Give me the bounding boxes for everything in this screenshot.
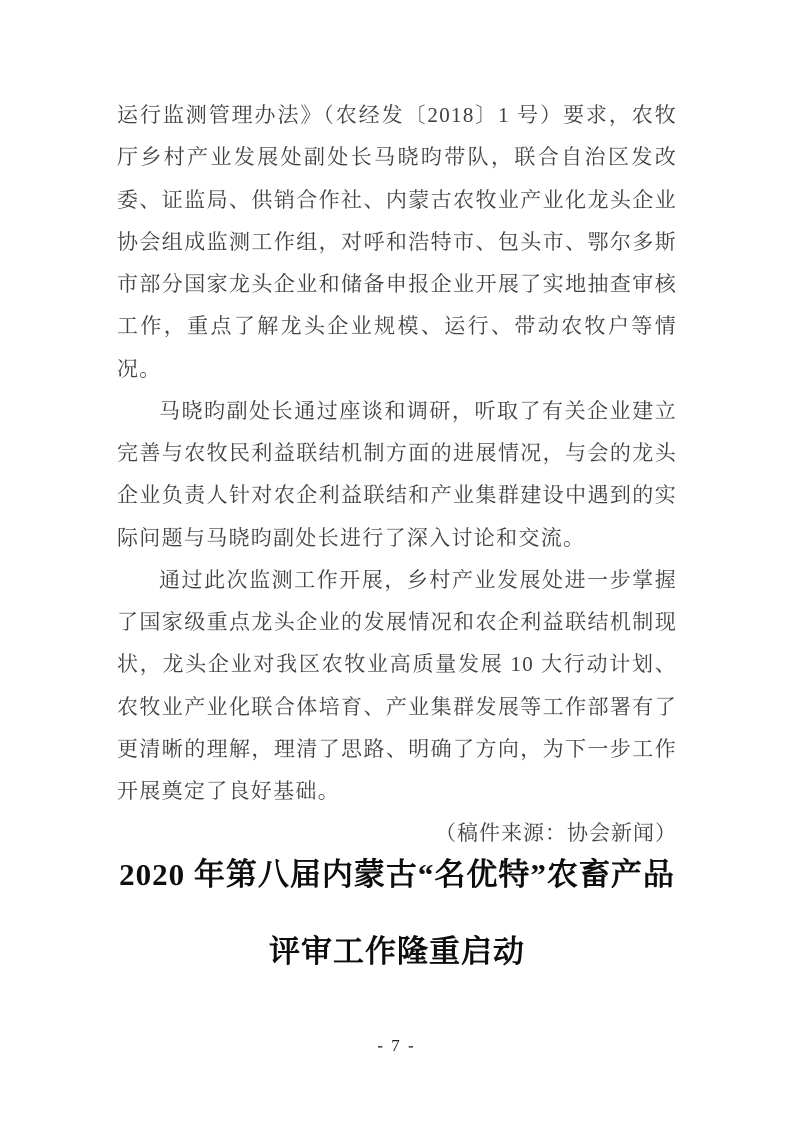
body-paragraph: 通过此次监测工作开展，乡村产业发展处进一步掌握了国家级重点龙头企业的发展情况和农企利益联结机制现状，龙头企业对我区农牧业高质量发展 10 大行动计划、农牧业产业化联合体培育、产业集群发展等工作部署有了更清晰的理解，理清了思路、明确了方向，为下一步工作开展奠定了良好基础。 bbox=[117, 567, 677, 803]
body-text-block bbox=[117, 94, 677, 855]
next-article-title bbox=[117, 836, 677, 990]
next-article-title-line2: 评审工作隆重启动 bbox=[269, 934, 525, 969]
source-attribution: （稿件来源：协会新闻） bbox=[435, 821, 677, 846]
next-article-title-line1: 2020 年第八届内蒙古“名优特”农畜产品 bbox=[119, 857, 675, 892]
body-paragraph: 马晓昀副处长通过座谈和调研，听取了有关企业建立完善与农牧民利益联结机制方面的进展情况，与会的龙头企业负责人针对农企利益联结和产业集群建设中遇到的实际问题与马晓昀副处长进行了深入讨论和交流。 bbox=[117, 398, 677, 550]
page-number: - 7 - bbox=[377, 1036, 416, 1055]
body-paragraph-continuation: 运行监测管理办法》（农经发〔2018〕1 号）要求，农牧厅乡村产业发展处副处长马晓昀带队，联合自治区发改委、证监局、供销合作社、内蒙古农牧业产业化龙头企业协会组成监测工作组，对呼和浩特市、包头市、鄂尔多斯市部分国家龙头企业和储备申报企业开展了实地抽查审核工作，重点了解龙头企业规模、运行、带动农牧户等情况。 bbox=[117, 103, 677, 381]
